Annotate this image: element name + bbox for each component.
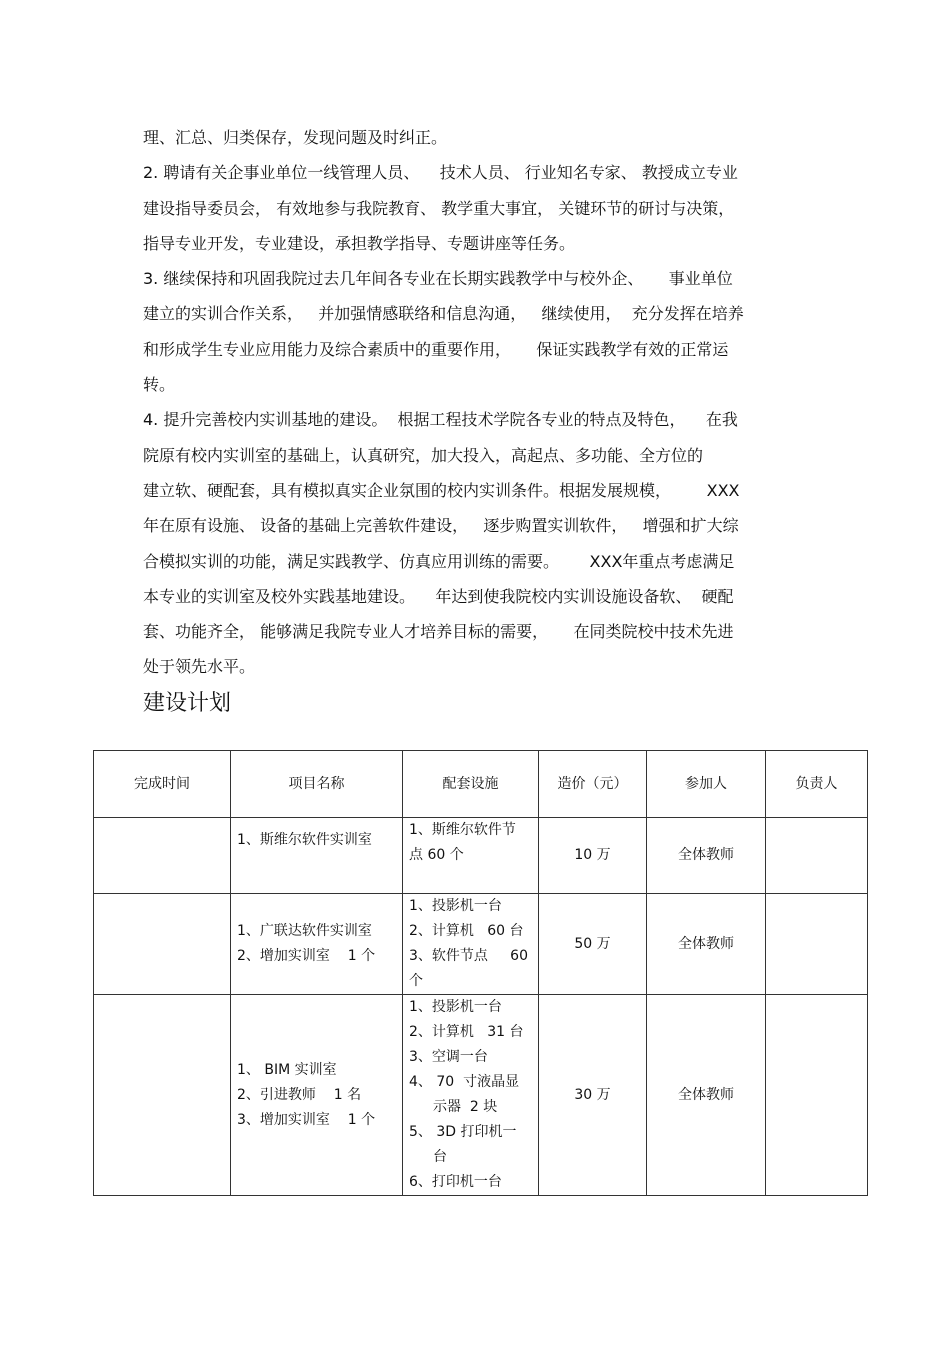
- body-line: 院原有校内实训室的基础上，认真研究，加大投入，高起点、多功能、全方位的: [143, 445, 704, 465]
- facility-line: 1、斯维尔软件节: [409, 822, 516, 838]
- cost-cell: 10 万: [539, 818, 647, 894]
- participants-cell: 全体教师: [647, 995, 766, 1196]
- body-line: 建设指导委员会， 有效地参与我院教育、 教学重大事宜， 关键环节的研讨与决策，: [143, 198, 735, 218]
- facility-line: 个: [409, 973, 423, 989]
- project-cell: [231, 818, 403, 894]
- body-line: 建立软、硬配套，具有模拟真实企业氛围的校内实训条件。根据发展规模， XXX: [143, 480, 740, 500]
- cost-cell: 50 万: [539, 894, 647, 995]
- project-line: 1、斯维尔软件实训室: [237, 832, 372, 848]
- facility-line: 2、计算机 31 台: [409, 1024, 524, 1040]
- header-cell: 配套设施: [403, 751, 539, 818]
- body-line: 和形成学生专业应用能力及综合素质中的重要作用， 保证实践教学有效的正常运: [143, 339, 729, 359]
- body-line: 合模拟实训的功能，满足实践教学、仿真应用训练的需要。 XXX年重点考虑满足: [143, 551, 735, 571]
- facility-line: 点 60 个: [409, 847, 464, 863]
- project-line: 1、 BIM 实训室: [237, 1061, 337, 1078]
- owner-cell: [766, 995, 868, 1196]
- facility-line: 2、计算机 60 台: [409, 923, 524, 939]
- body-line: 理、汇总、归类保存，发现问题及时纠正。: [143, 128, 448, 147]
- table-row: [94, 995, 868, 1196]
- construction-plan-table: [93, 750, 868, 1196]
- facilities-cell: [403, 894, 539, 995]
- project-cell: [231, 894, 403, 995]
- body-line: 处于领先水平。: [143, 657, 256, 677]
- body-line: 指导专业开发，专业建设，承担教学指导、专题讲座等任务。: [143, 233, 576, 253]
- owner-cell: [766, 818, 868, 894]
- facility-line: 3、空调一台: [409, 1049, 488, 1065]
- project-line: 1、广联达软件实训室: [237, 923, 372, 939]
- project-line: 3、增加实训室 1 个: [237, 1111, 376, 1128]
- time-cell: [94, 818, 231, 894]
- project-line: 2、引进教师 1 名: [237, 1086, 362, 1103]
- table-row: [94, 894, 868, 995]
- body-line: 转。: [143, 375, 176, 395]
- body-line: 套、功能齐全， 能够满足我院专业人才培养目标的需要， 在同类院校中技术先进: [143, 622, 734, 642]
- project-line: 2、增加实训室 1 个: [237, 948, 376, 964]
- participants-cell: 全体教师: [647, 894, 766, 995]
- facility-line: 1、投影机一台: [409, 999, 502, 1015]
- header-cell: 负责人: [766, 751, 868, 818]
- facility-line: 示器 2 块: [433, 1099, 498, 1115]
- body-line: 4. 提升完善校内实训基地的建设。 根据工程技术学院各专业的特点及特色， 在我: [143, 410, 738, 430]
- header-cell: 参加人: [647, 751, 766, 818]
- body-paragraphs: [143, 120, 813, 685]
- header-cell: 造价（元）: [539, 751, 647, 818]
- table-header-row: [94, 751, 868, 818]
- facility-line: 4、 70 寸液晶显: [409, 1074, 520, 1090]
- facility-line: 台: [433, 1149, 447, 1165]
- time-cell: [94, 894, 231, 995]
- section-title: 建设计划: [143, 691, 232, 716]
- facilities-cell: [403, 818, 539, 894]
- facility-line: 3、软件节点 60: [409, 948, 528, 964]
- body-line: 2. 聘请有关企事业单位一线管理人员、 技术人员、 行业知名专家、 教授成立专业: [143, 163, 738, 183]
- body-line: 年在原有设施、 设备的基础上完善软件建设， 逐步购置实训软件， 增强和扩大综: [143, 516, 739, 536]
- header-cell: 项目名称: [231, 751, 403, 818]
- body-line: 3. 继续保持和巩固我院过去几年间各专业在长期实践教学中与校外企、 事业单位: [143, 269, 733, 289]
- table-row: [94, 818, 868, 894]
- header-cell: 完成时间: [94, 751, 231, 818]
- facility-line: 1、投影机一台: [409, 898, 502, 914]
- owner-cell: [766, 894, 868, 995]
- body-line: 建立的实训合作关系， 并加强情感联络和信息沟通， 继续使用， 充分发挥在培养: [143, 304, 744, 324]
- cost-cell: 30 万: [539, 995, 647, 1196]
- facilities-cell: [403, 995, 539, 1196]
- facility-line: 5、 3D 打印机一: [409, 1124, 517, 1140]
- body-line: 本专业的实训室及校外实践基地建设。 年达到使我院校内实训设施设备软、 硬配: [143, 586, 734, 606]
- participants-cell: 全体教师: [647, 818, 766, 894]
- project-cell: [231, 995, 403, 1196]
- facility-line: 6、打印机一台: [409, 1174, 502, 1190]
- time-cell: [94, 995, 231, 1196]
